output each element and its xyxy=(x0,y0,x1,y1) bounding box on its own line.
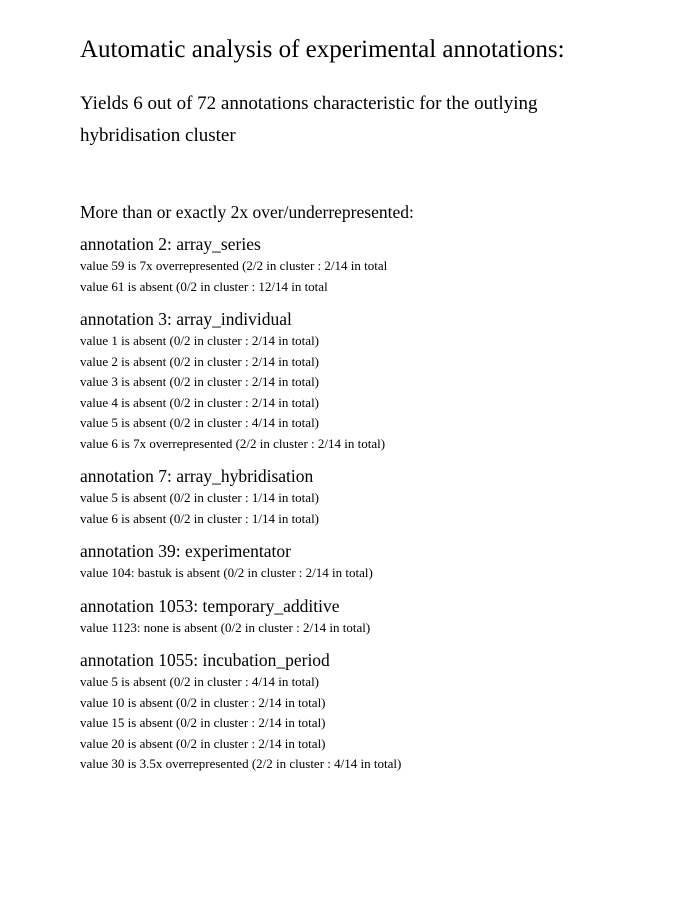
annotation-group xyxy=(80,307,680,454)
annotation-value: value 104: bastuk is absent (0/2 in cluster : 2/14 in total) xyxy=(80,565,373,580)
annotation-value: value 30 is 3.5x overrepresented (2/2 in cluster : 4/14 in total) xyxy=(80,756,402,771)
annotation-title: annotation 3: array_individual xyxy=(80,309,292,329)
annotation-value: value 5 is absent (0/2 in cluster : 1/14 in total) xyxy=(80,490,320,505)
annotation-value: value 5 is absent (0/2 in cluster : 4/14 in total) xyxy=(80,415,320,430)
annotation-value: value 1 is absent (0/2 in cluster : 2/14 in total) xyxy=(80,333,320,348)
annotation-title: annotation 1053: temporary_additive xyxy=(80,595,340,616)
annotation-list xyxy=(80,232,680,775)
annotation-value: value 10 is absent (0/2 in cluster : 2/14 in total) xyxy=(80,694,326,710)
annotation-title: annotation 7: array_hybridisation xyxy=(80,466,314,486)
summary-text xyxy=(80,88,680,152)
annotation-value: value 20 is absent (0/2 in cluster : 2/14 in total) xyxy=(80,735,326,751)
annotation-group xyxy=(80,539,680,584)
annotation-title: annotation 2: array_series xyxy=(80,234,261,254)
annotation-title: annotation 39: experimentator xyxy=(80,541,291,561)
annotation-title: annotation 1055: incubation_period xyxy=(80,650,330,670)
annotation-group xyxy=(80,232,680,297)
summary-line-2: hybridisation cluster xyxy=(80,125,236,146)
annotation-value: value 61 is absent (0/2 in cluster : 12/14 in total xyxy=(80,278,328,294)
annotation-group xyxy=(80,648,680,775)
annotation-value: value 6 is 7x overrepresented (2/2 in cluster : 2/14 in total) xyxy=(80,435,386,451)
annotation-group xyxy=(80,464,680,529)
annotation-value: value 15 is absent (0/2 in cluster : 2/14 in total) xyxy=(80,715,326,730)
annotation-value: value 59 is 7x overrepresented (2/2 in cluster : 2/14 in total xyxy=(80,258,388,273)
annotation-value: value 5 is absent (0/2 in cluster : 4/14 in total) xyxy=(80,674,320,689)
section-heading: More than or exactly 2x over/underrepresented: xyxy=(80,202,414,222)
document-page xyxy=(80,32,680,775)
page-title: Automatic analysis of experimental annotations: xyxy=(80,36,565,63)
annotation-value: value 2 is absent (0/2 in cluster : 2/14 in total) xyxy=(80,353,320,369)
annotation-value: value 6 is absent (0/2 in cluster : 1/14 in total) xyxy=(80,510,320,526)
annotation-group xyxy=(80,594,680,639)
annotation-value: value 1123: none is absent (0/2 in cluster : 2/14 in total) xyxy=(80,619,371,635)
summary-line-1: Yields 6 out of 72 annotations characteristic for the outlying xyxy=(80,93,538,114)
annotation-value: value 4 is absent (0/2 in cluster : 2/14 in total) xyxy=(80,394,320,410)
annotation-value: value 3 is absent (0/2 in cluster : 2/14 in total) xyxy=(80,374,320,389)
